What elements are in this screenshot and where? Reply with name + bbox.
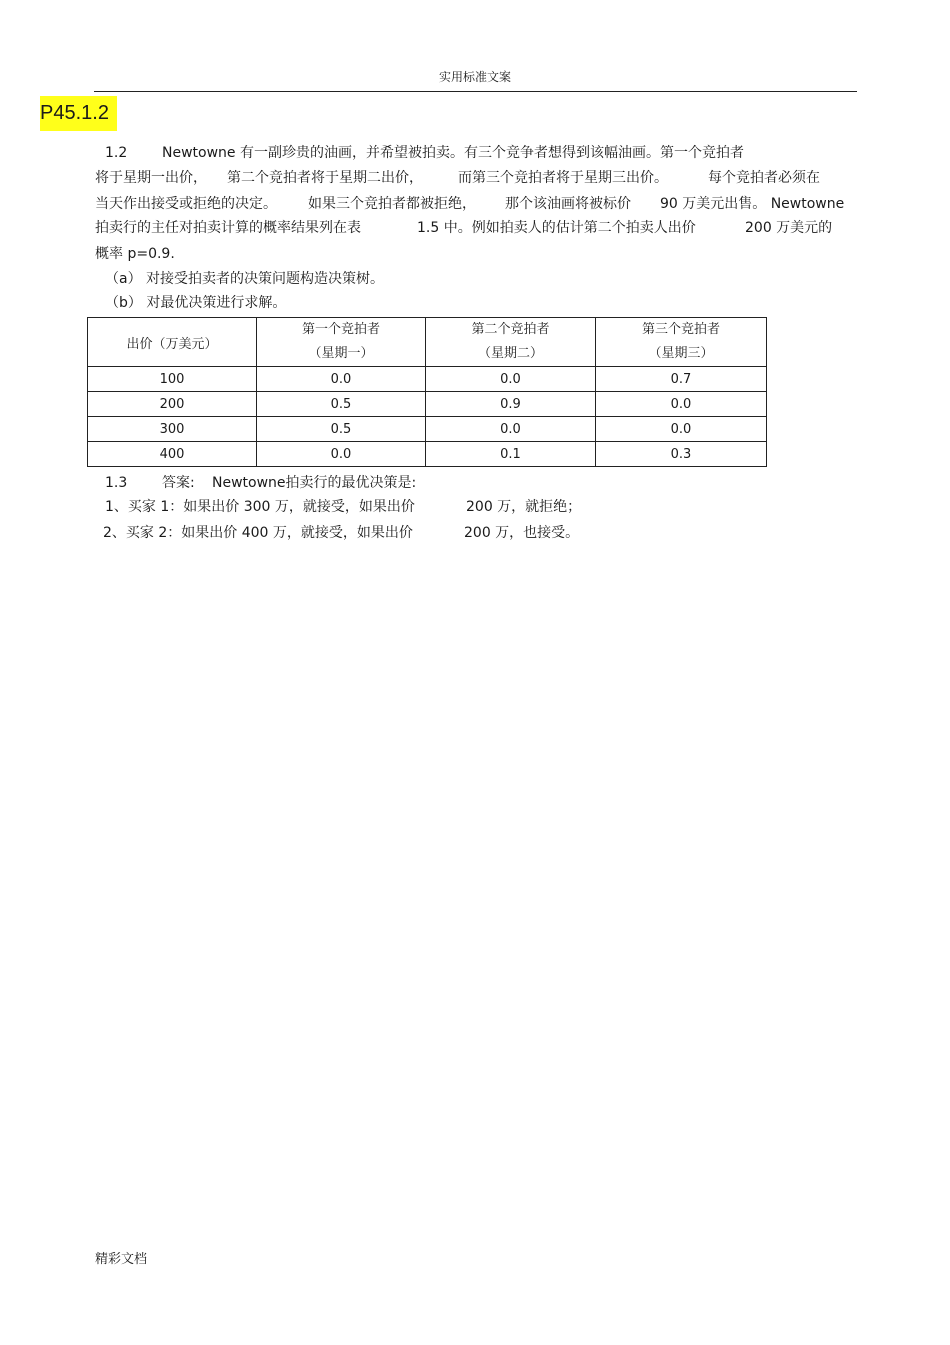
table-cell: 200 (88, 392, 257, 417)
table-cell: 0.9 (426, 392, 596, 417)
header-price: 出价（万美元） (88, 318, 257, 367)
table-cell: 0.5 (257, 417, 426, 442)
table-cell: 100 (88, 367, 257, 392)
page-footer: 精彩文档 (95, 1252, 148, 1267)
table-cell: 0.3 (596, 442, 767, 467)
problem-text: 1.5 中。例如拍卖人的估计第二个拍卖人出价 (417, 220, 696, 236)
answer-line-1 (0, 474, 950, 492)
problem-line-1 (0, 144, 950, 162)
table-row (88, 392, 767, 417)
answer-text: 200 万，就拒绝； (466, 499, 582, 515)
problem-text: 那个该油画将被标价 (505, 196, 631, 212)
table-cell: 0.0 (596, 417, 767, 442)
table-row (88, 442, 767, 467)
answer-text: 200 万，也接受。 (464, 525, 580, 541)
header-bidder-2: 第二个竞拍者 （星期二） (426, 318, 596, 367)
problem-line-2 (0, 169, 950, 187)
table-cell: 0.0 (596, 392, 767, 417)
problem-text: 如果三个竞拍者都被拒绝， (308, 196, 476, 212)
table-cell: 0.5 (257, 392, 426, 417)
answer-text: 2、买家 2：如果出价 400 万，就接受，如果出价 (103, 525, 413, 541)
question-a: （a） 对接受拍卖者的决策问题构造决策树。 (105, 271, 385, 287)
table-row (88, 417, 767, 442)
table-cell: 400 (88, 442, 257, 467)
answer-number: 1.3 (105, 475, 128, 491)
answer-line-3 (0, 524, 950, 542)
problem-text: 拍卖行的主任对拍卖计算的概率结果列在表 (95, 220, 361, 236)
header-bidder-3: 第三个竞拍者 （星期三） (596, 318, 767, 367)
problem-text: 200 万美元的 (745, 220, 833, 236)
table-cell: 0.0 (426, 417, 596, 442)
table-cell: 0.1 (426, 442, 596, 467)
problem-line-4 (0, 219, 950, 237)
answer-text: Newtowne拍卖行的最优决策是: (212, 475, 417, 491)
problem-text: 而第三个竞拍者将于星期三出价。 (458, 170, 668, 186)
problem-text: 当天作出接受或拒绝的决定。 (95, 196, 277, 212)
table-header-row (88, 318, 767, 367)
answer-label: 答案: (162, 475, 195, 491)
problem-number: 1.2 (105, 145, 128, 161)
question-b: （b） 对最优决策进行求解。 (105, 295, 287, 311)
table-cell: 300 (88, 417, 257, 442)
table-cell: 0.0 (257, 442, 426, 467)
table-cell: 0.0 (426, 367, 596, 392)
page-header-title: 实用标准文案 (438, 70, 511, 84)
problem-text: 第二个竞拍者将于星期二出价， (227, 170, 423, 186)
header-divider (94, 91, 857, 92)
answer-text: 1、买家 1：如果出价 300 万，就接受，如果出价 (105, 499, 415, 515)
problem-text: 90 万美元出售。 Newtowne (660, 196, 845, 212)
problem-label-highlight: P45.1.2 (40, 96, 117, 131)
answer-line-2 (0, 498, 950, 516)
table-cell: 0.7 (596, 367, 767, 392)
problem-text: 将于星期一出价， (95, 170, 207, 186)
probability-table (87, 317, 767, 467)
table-cell: 0.0 (257, 367, 426, 392)
problem-line-3 (0, 195, 950, 213)
header-bidder-1: 第一个竞拍者 （星期一） (257, 318, 426, 367)
problem-text: 每个竞拍者必须在 (708, 170, 820, 186)
problem-text: Newtowne 有一副珍贵的油画，并希望被拍卖。有三个竞争者想得到该幅油画。第一个竞拍者 (162, 145, 744, 161)
table-row (88, 367, 767, 392)
problem-line-5: 概率 p=0.9. (95, 246, 175, 262)
